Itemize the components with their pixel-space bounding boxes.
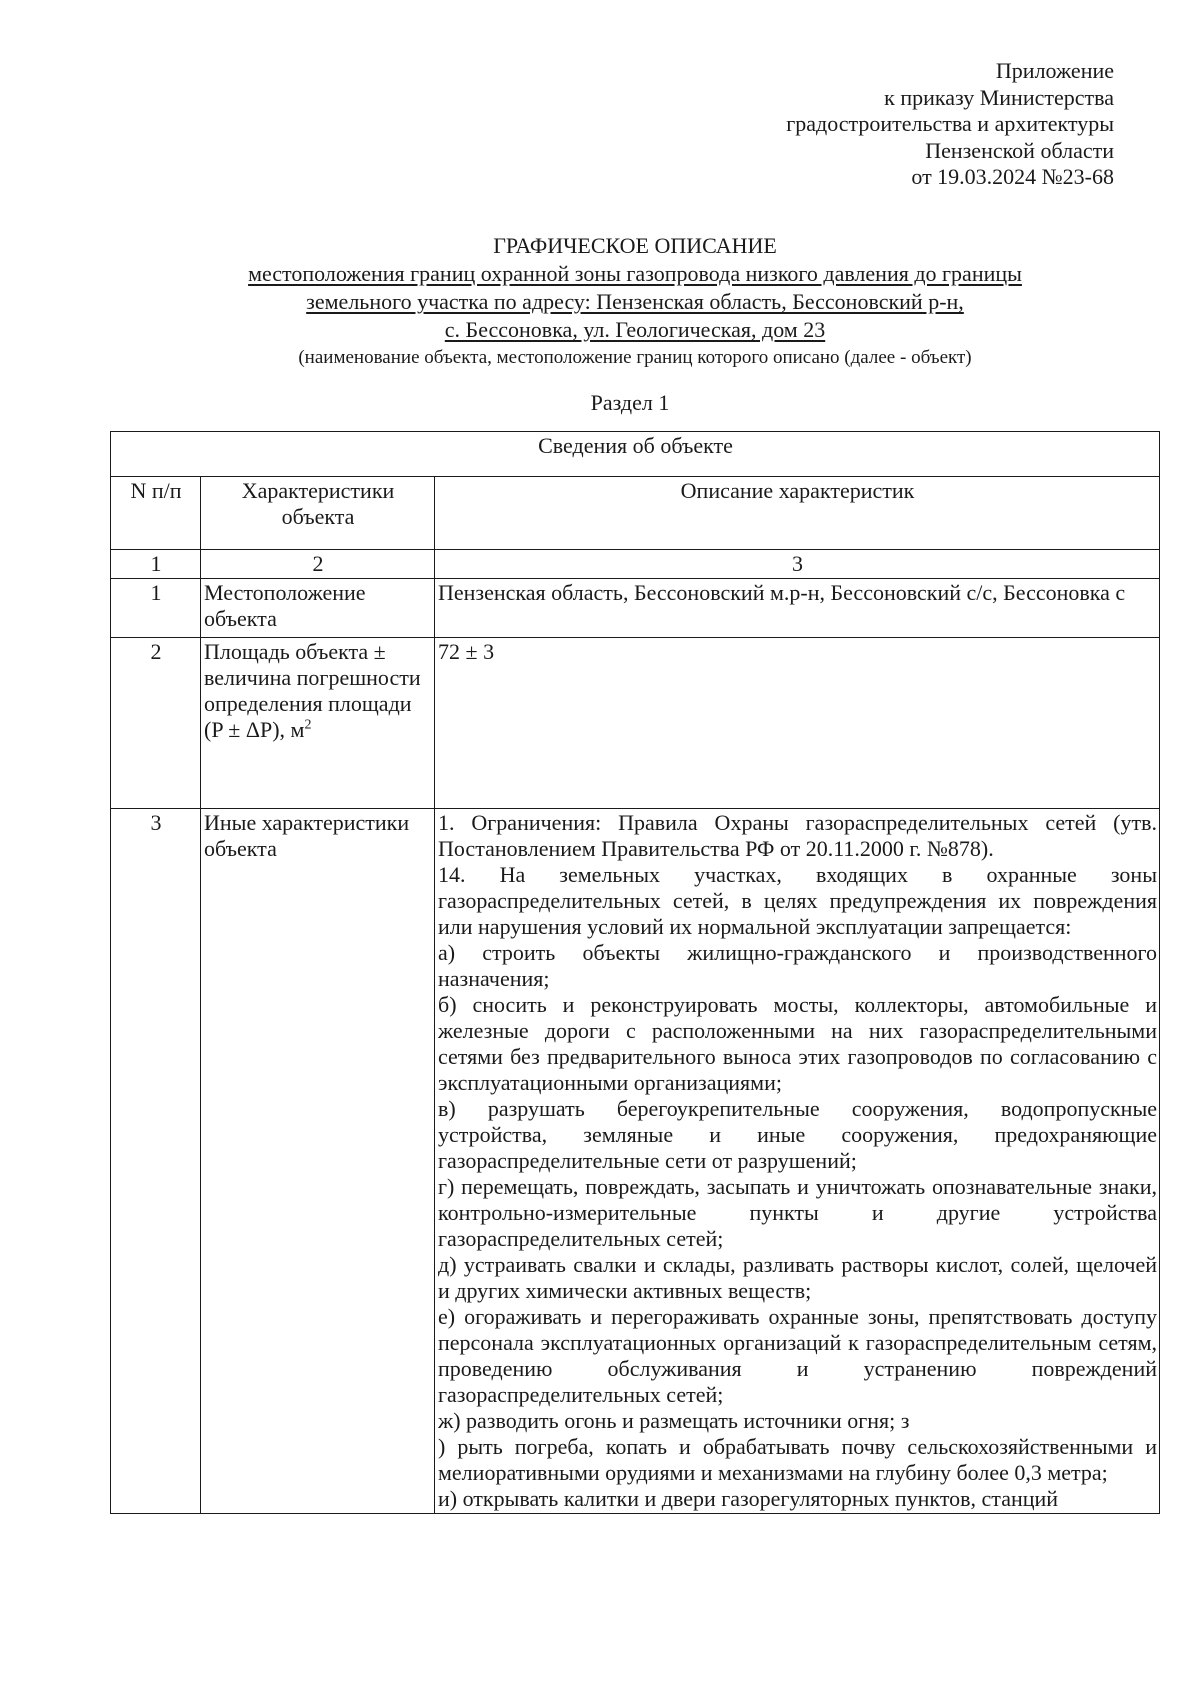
row-description	[435, 809, 1160, 1514]
section-label: Раздел 1	[590, 390, 670, 415]
table-row	[111, 809, 1160, 1514]
row-number: 2	[111, 638, 201, 809]
header-number: N п/п	[111, 477, 201, 550]
row-characteristic: Местоположение объекта	[201, 579, 435, 638]
description-paragraph: в) разрушать берегоукрепительные сооружения, водопропускные устройства, земляные и иные сооружения, предохраняющие газораспределительные сети от разрушений;	[438, 1096, 1157, 1173]
column-number-row	[111, 550, 1160, 579]
subtitle-line: с. Бессоновка, ул. Геологическая, дом 23	[444, 317, 826, 342]
unit-superscript: 2	[304, 717, 312, 733]
column-number: 1	[111, 550, 201, 579]
row-number: 3	[111, 809, 201, 1514]
row-description: 72 ± 3	[435, 638, 1160, 809]
description-paragraph: ж) разводить огонь и размещать источники огня; з	[438, 1408, 910, 1433]
description-paragraph: 14. На земельных участках, входящих в охранные зоны газораспределительных сетей, в целях предупреждения их повреждения или нарушения условий их нормальной эксплуатации запрещается:	[438, 862, 1157, 939]
row-characteristic	[201, 638, 435, 809]
appendix-line: от 19.03.2024 №23-68	[911, 164, 1114, 189]
header-characteristics: Характеристики объекта	[201, 477, 435, 550]
column-number: 2	[201, 550, 435, 579]
title-block	[110, 232, 1160, 372]
table-title-row	[111, 432, 1160, 477]
description-paragraph: а) строить объекты жилищно-гражданского и производственного назначения;	[438, 940, 1157, 991]
description-paragraph: е) огораживать и перегораживать охранные зоны, препятствовать доступу персонала эксплуатационных организаций к газораспределительным сетям, проведению обслуживания и устранению повреждений газораспределительных сетей;	[438, 1304, 1157, 1407]
header-description: Описание характеристик	[435, 477, 1160, 550]
row-number: 1	[111, 579, 201, 638]
appendix-header	[554, 58, 1114, 191]
appendix-line: Пензенской области	[925, 137, 1114, 163]
description-paragraph: 1. Ограничения: Правила Охраны газораспределительных сетей (утв. Постановлением Правительства РФ от 20.11.2000 г. №878).	[438, 810, 1157, 861]
description-paragraph: ) рыть погреба, копать и обрабатывать почву сельскохозяйственными и мелиоративными орудиями и механизмами на глубину более 0,3 метра;	[438, 1434, 1157, 1485]
description-paragraph: и) открывать калитки и двери газорегуляторных пунктов, станций	[438, 1486, 1059, 1511]
document-title: ГРАФИЧЕСКОЕ ОПИСАНИЕ	[493, 233, 777, 258]
object-info-table	[110, 431, 1160, 1514]
column-number: 3	[435, 550, 1160, 579]
table-row	[111, 579, 1160, 638]
row-characteristic: Иные характеристики объекта	[201, 809, 435, 1514]
description-paragraph: б) сносить и реконструировать мосты, коллекторы, автомобильные и железные дороги с расположенными на них газораспределительными сетями без предварительного выноса этих газопроводов по согласованию с эксплуатационными организациями;	[438, 992, 1157, 1095]
table-row	[111, 638, 1160, 809]
appendix-line: градостроительства и архитектуры	[786, 111, 1114, 136]
table-header-row	[111, 477, 1160, 550]
appendix-line: к приказу Министерства	[884, 84, 1114, 110]
appendix-line: Приложение	[995, 58, 1114, 83]
description-paragraph: д) устраивать свалки и склады, разливать растворы кислот, солей, щелочей и других химически активных веществ;	[438, 1252, 1157, 1303]
subtitle-line: местоположения границ охранной зоны газопровода низкого давления до границы	[248, 261, 1022, 286]
description-paragraph: г) перемещать, повреждать, засыпать и уничтожать опознавательные знаки, контрольно-измерительные пункты и другие устройства газораспределительных сетей;	[438, 1174, 1157, 1251]
row-description: Пензенская область, Бессоновский м.р-н, Бессоновский с/с, Бессоновка с	[435, 579, 1160, 638]
subtitle-line: земельного участка по адресу: Пензенская область, Бессоновский р-н,	[306, 289, 964, 314]
subtitle-caption: (наименование объекта, местоположение границ которого описано (далее - объект)	[298, 347, 972, 368]
row-characteristic-text: Площадь объекта ± величина погрешности определения площади (P ± ΔP), м	[204, 639, 421, 742]
table-title: Сведения об объекте	[111, 432, 1160, 477]
